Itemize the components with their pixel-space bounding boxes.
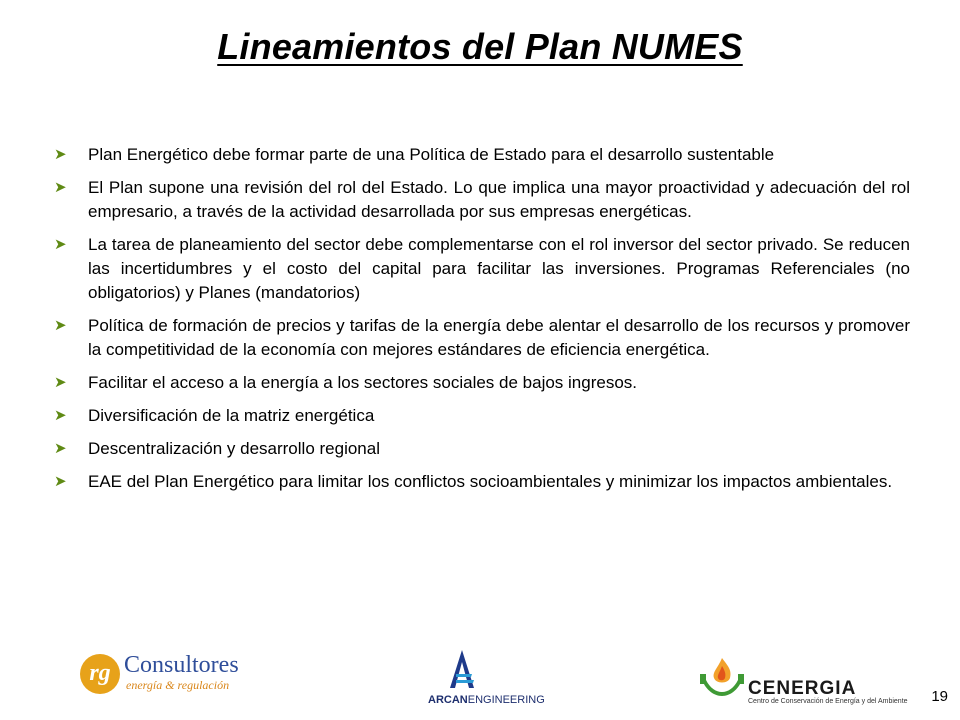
cenergia-logo-name: CENERGIA — [748, 678, 857, 699]
bullet-text: Diversificación de la matriz energética — [88, 406, 375, 425]
slide-title: Lineamientos del Plan NUMES — [217, 26, 743, 67]
bullet-text: EAE del Plan Energético para limitar los conflictos socioambientales y minimizar los impactos ambientales. — [88, 472, 893, 491]
rg-logo-subtitle: energía & regulación — [126, 678, 230, 692]
bullet-item — [52, 314, 910, 362]
bullet-item — [52, 143, 910, 167]
bullet-text: Facilitar el acceso a la energía a los sectores sociales de bajos ingresos. — [88, 373, 638, 392]
arrow-right-icon: ➤ — [54, 317, 67, 334]
arrow-right-icon: ➤ — [54, 473, 67, 490]
bullet-text: El Plan supone una revisión del rol del Estado. Lo que implica una mayor proactividad y adecuación del rol empresario, a través de la actividad desarrollada por sus empresas energéticas. — [88, 178, 910, 221]
rg-consultores-logo — [80, 650, 250, 698]
bullet-text: Descentralización y desarrollo regional — [88, 439, 380, 458]
bullet-list — [52, 143, 910, 503]
arrow-right-icon: ➤ — [54, 407, 67, 424]
arcan-engineering-logo — [428, 648, 545, 706]
arrow-right-icon: ➤ — [54, 374, 67, 391]
rg-mark-icon: rg — [80, 654, 120, 694]
bullet-item — [52, 437, 910, 461]
bullet-item — [52, 371, 910, 395]
arcan-mark-icon — [442, 648, 482, 690]
arcan-logo-bold: ARCAN — [428, 694, 468, 706]
bullet-item — [52, 404, 910, 428]
bullet-item — [52, 233, 910, 305]
rg-logo-name: Consultores — [124, 652, 239, 678]
bullet-text: Política de formación de precios y tarifas de la energía debe alentar el desarrollo de los recursos y promover la competitividad de la economía con mejores estándares de eficiencia energética. — [88, 316, 910, 359]
cenergia-logo — [698, 654, 908, 706]
bullet-item — [52, 470, 910, 494]
arrow-right-icon: ➤ — [54, 236, 67, 253]
slide-number: 19 — [931, 688, 948, 705]
bullet-text: Plan Energético debe formar parte de una Política de Estado para el desarrollo sustentable — [88, 145, 775, 164]
arrow-right-icon: ➤ — [54, 179, 67, 196]
arrow-right-icon: ➤ — [54, 146, 67, 163]
arcan-logo-rest: ENGINEERING — [467, 694, 545, 706]
flame-hands-icon — [698, 654, 746, 700]
arrow-right-icon: ➤ — [54, 440, 67, 457]
cenergia-logo-subtitle: Centro de Conservación de Energía y del Ambiente — [748, 698, 908, 705]
bullet-text: La tarea de planeamiento del sector debe complementarse con el rol inversor del sector privado. Se reducen las incertidumbres y el costo del capital para facilitar las inversiones. Programas Referenciales (no obligatorios) y Planes (mandatorios) — [88, 235, 910, 302]
bullet-item — [52, 176, 910, 224]
